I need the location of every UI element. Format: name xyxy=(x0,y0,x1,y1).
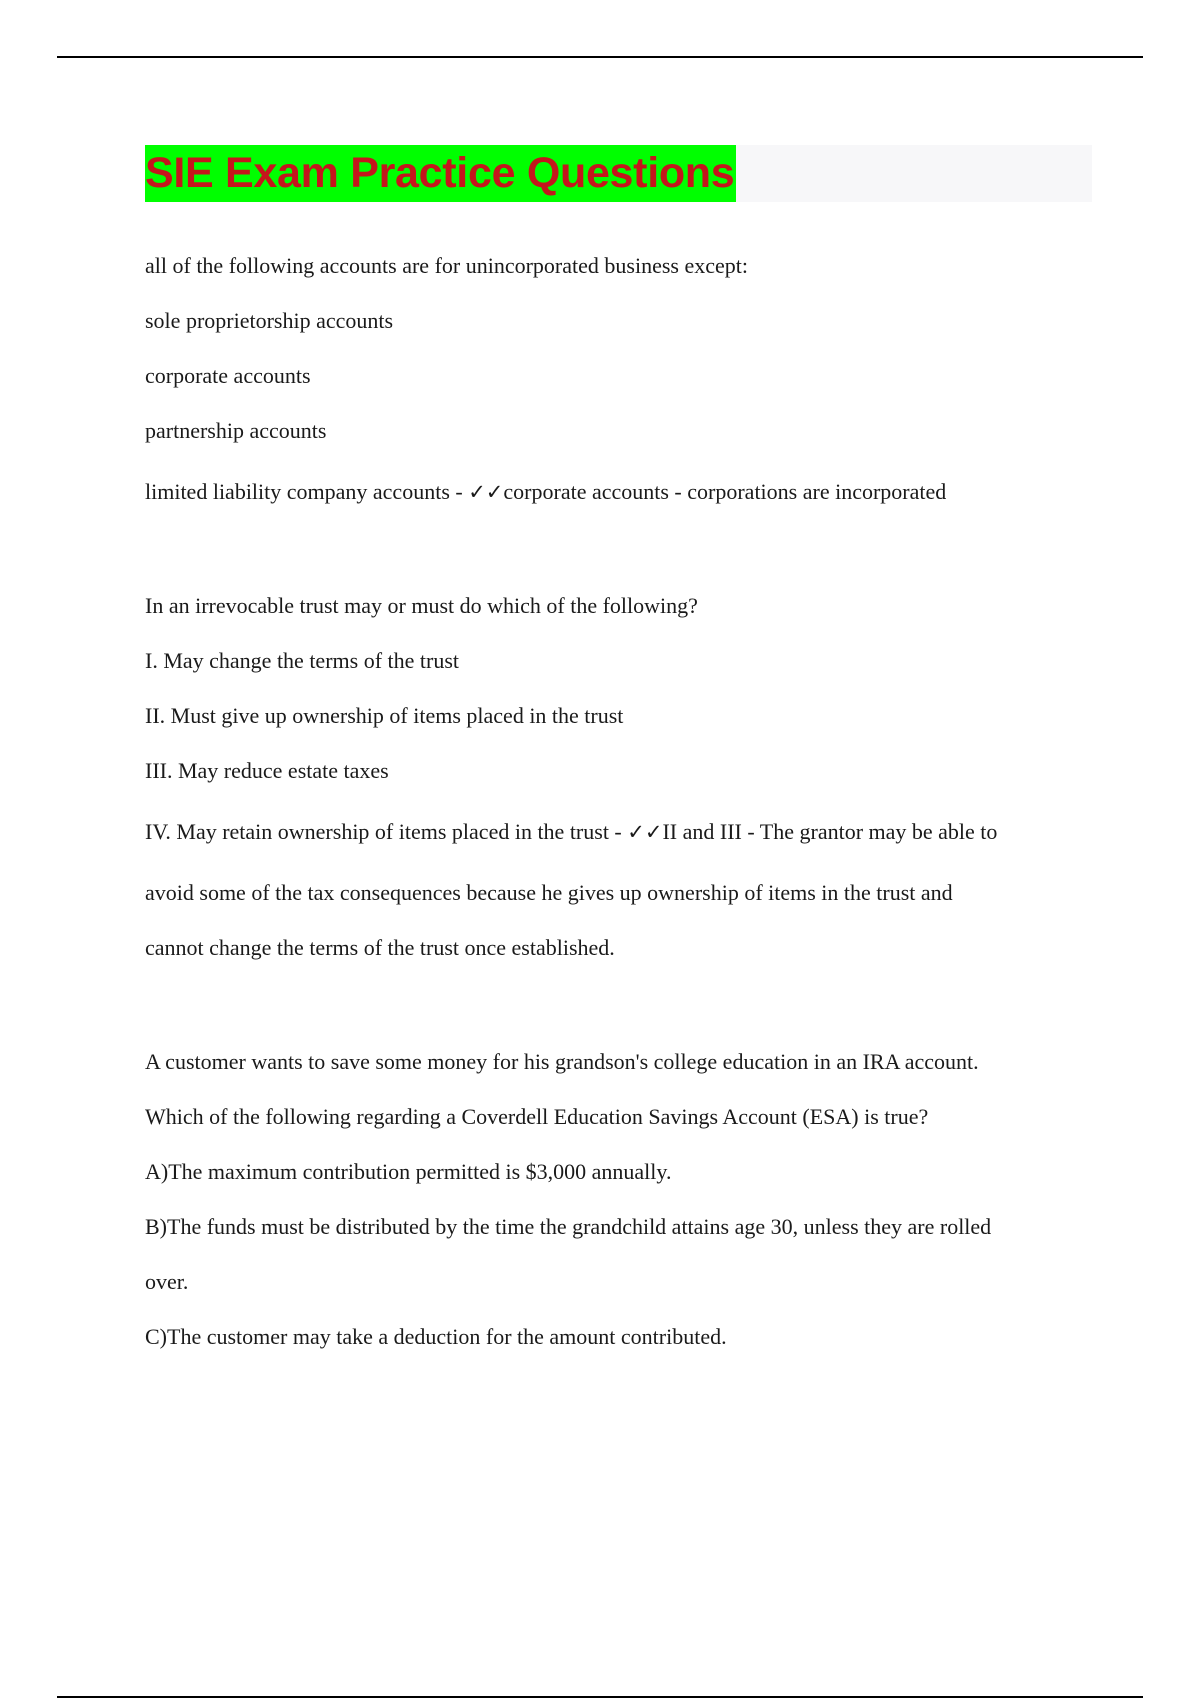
checkmark-icon: ✓✓ xyxy=(468,480,504,504)
question-3-option-a: A)The maximum contribution permitted is $3,000 annually. xyxy=(145,1159,672,1184)
question-3-option-b: B)The funds must be distributed by the time the grandchild attains age 30, unless they are rolled xyxy=(145,1214,992,1239)
question-1-option: sole proprietorship accounts xyxy=(145,308,394,333)
question-1-option: corporate accounts xyxy=(145,363,311,388)
question-1 xyxy=(145,252,1095,506)
question-2-option: III. May reduce estate taxes xyxy=(145,758,389,783)
question-2-option: II. Must give up ownership of items placed in the trust xyxy=(145,703,624,728)
question-1-answer-line xyxy=(145,478,1095,506)
question-3-option-b-continued: over. xyxy=(145,1269,189,1294)
question-1-answer: corporate accounts - corporations are incorporated xyxy=(503,479,947,504)
question-2-answer: II and III - The grantor may be able to xyxy=(662,819,998,844)
question-2-option: I. May change the terms of the trust xyxy=(145,648,460,673)
question-1-final-option: limited liability company accounts - xyxy=(145,479,469,504)
question-1-option: partnership accounts xyxy=(145,418,327,443)
checkmark-icon: ✓✓ xyxy=(627,820,663,844)
top-rule xyxy=(57,56,1143,58)
title-banner xyxy=(145,145,1092,202)
page-title: SIE Exam Practice Questions xyxy=(145,145,736,202)
question-2-final-option: IV. May retain ownership of items placed in the trust - xyxy=(145,819,628,844)
question-2 xyxy=(145,592,1095,962)
question-3-stem: A customer wants to save some money for his grandson's college education in an IRA account. xyxy=(145,1049,979,1074)
question-2-answer-continued: cannot change the terms of the trust once established. xyxy=(145,935,615,960)
question-1-stem: all of the following accounts are for unincorporated business except: xyxy=(145,253,748,278)
question-2-stem: In an irrevocable trust may or must do which of the following? xyxy=(145,593,698,618)
document-body xyxy=(145,252,1095,1351)
question-3-stem-continued: Which of the following regarding a Coverdell Education Savings Account (ESA) is true? xyxy=(145,1104,929,1129)
question-3-option-c: C)The customer may take a deduction for the amount contributed. xyxy=(145,1324,727,1349)
question-3 xyxy=(145,1048,1095,1351)
question-2-answer-continued: avoid some of the tax consequences because he gives up ownership of items in the trust and xyxy=(145,880,953,905)
question-2-answer-line xyxy=(145,818,1095,846)
bottom-rule xyxy=(57,1696,1143,1698)
